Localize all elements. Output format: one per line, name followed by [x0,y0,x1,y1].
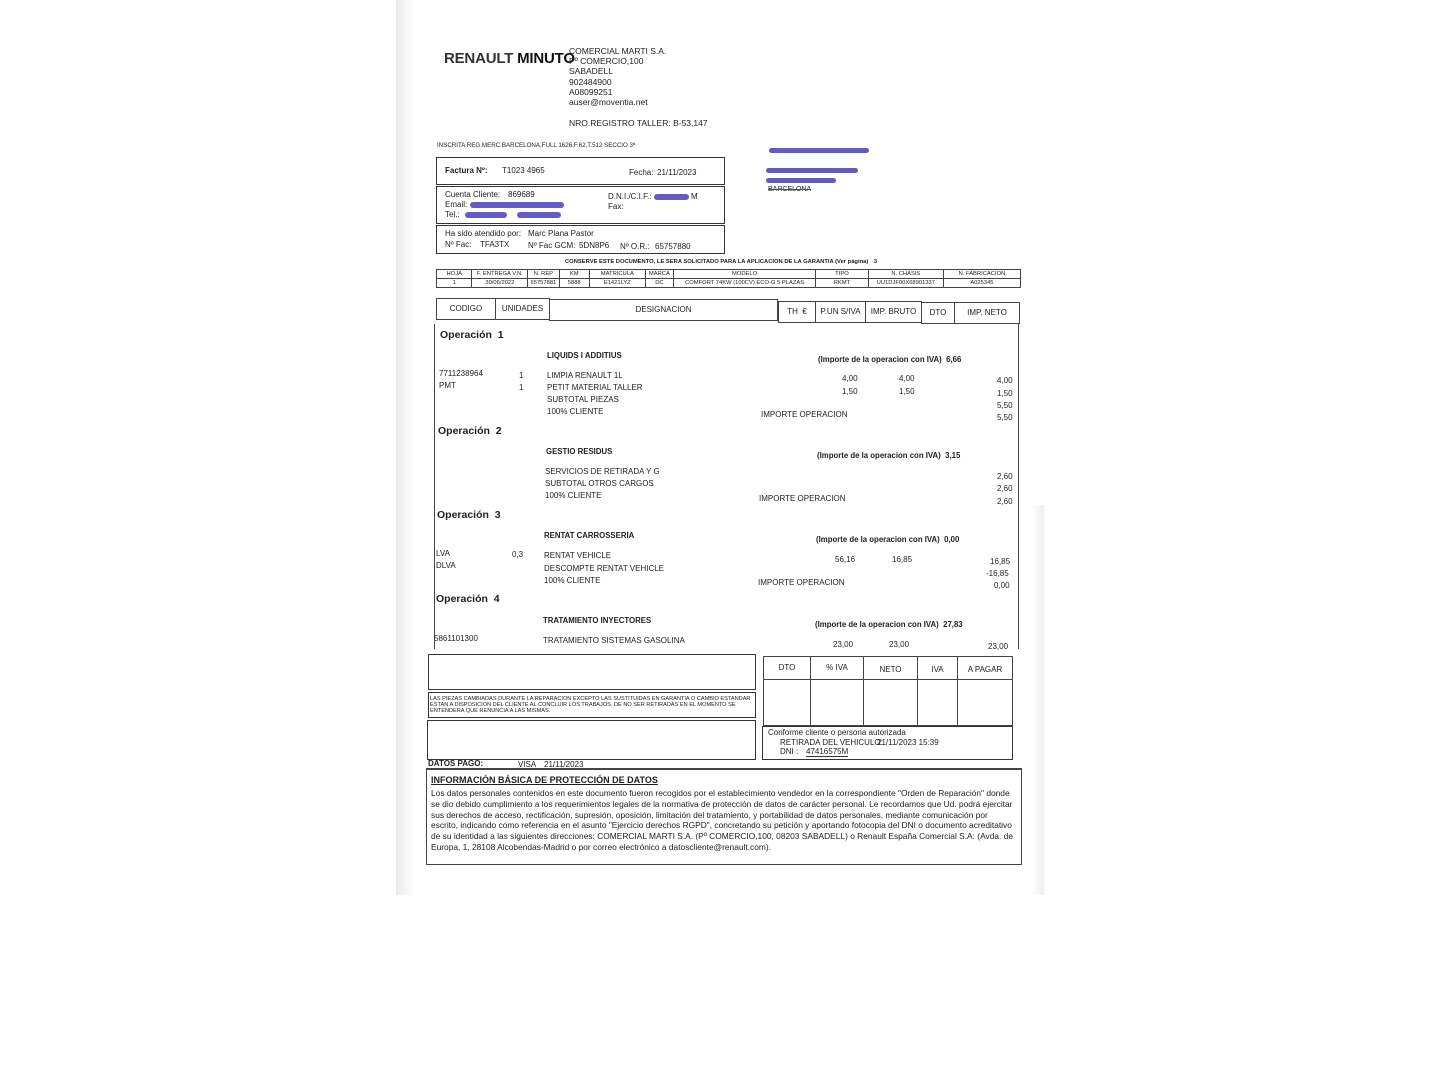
privacy-title: INFORMACIÓN BÁSICA DE PROTECCIÓN DE DATOS [431,775,658,785]
redacted-address-line [766,178,836,183]
line-neto: 2,60 [997,484,1013,493]
line-pun: 56,16 [835,555,856,564]
vehicle-cell: COMFORT 74KW (100CV) ECO-G 5 PLAZAS [674,279,816,288]
privacy-box [426,769,1022,865]
line-desc: PETIT MATERIAL TALLER [547,383,643,392]
conformity-dni-value: 47416575M [806,747,849,756]
conformity-line: Conforme cliente o persona autorizada [768,728,906,737]
importe-value: 6,66 [946,355,962,364]
vehicle-header-cell: N. REP [528,270,559,279]
vehicle-cell: DC [645,279,673,288]
payment-label: DATOS PAGO: [428,759,484,768]
line-pun: 1,50 [842,387,858,396]
line-code: LVA [436,549,450,558]
operation-title [438,425,502,437]
gcm-label: Nº Fac GCM: [528,241,576,250]
redacted-email [470,202,564,208]
operation-number: 1 [497,329,504,341]
conformity-box [762,726,1013,760]
line-bruto: 4,00 [899,374,915,383]
registro-taller: NRO.REGISTRO TALLER: B-53,147 [569,118,708,128]
importe-operacion-label: IMPORTE OPERACION [758,578,845,587]
importe-value: 27,83 [943,620,963,629]
vehicle-cell: RKMT [816,279,869,288]
operation-label: Operación [438,425,490,437]
totals-neto [864,657,918,725]
attended-label: Ha sido atendido por: [445,229,522,238]
operation-number: 3 [494,509,501,521]
company-line: COMERCIAL MARTI S.A. [569,46,667,56]
importe-label: (Importe de la operacion con IVA) [816,535,940,544]
line-desc: TRATAMIENTO SISTEMAS GASOLINA [543,636,685,645]
line-desc: 100% CLIENTE [544,576,601,585]
line-neto: -16,85 [986,569,1009,578]
line-bruto: 1,50 [899,387,915,396]
vehicle-header-cell: MATRICULA [589,270,645,279]
redacted-phone [465,212,507,218]
line-neto: 4,00 [997,376,1013,385]
attended-box [436,225,725,254]
vehicle-header-cell: TIPO [816,270,869,279]
operation-section: RENTAT CARROSSERIA [544,531,635,540]
payment-date: 21/11/2023 [544,760,584,769]
company-line: auser@moventia.net [569,96,648,107]
redacted-phone [517,212,561,218]
line-code: 5861101300 [434,634,478,643]
client-city: BARCELONA [768,186,812,193]
line-pun: 23,00 [833,640,854,649]
brand-part2: MINUTO [517,50,575,67]
totals-neto-label: NETO [879,665,902,674]
attended-value: Marc Plana Pastor [528,229,594,238]
conformity-dni-label: DNI : [780,747,799,756]
brand-logo [444,50,575,67]
operation-number: 4 [493,593,500,605]
line-units: 1 [519,383,524,392]
line-desc: LIMPIA RENAULT 1L [547,371,623,380]
company-line: Pº COMERCIO,100 [569,56,644,67]
fax-label: Fax: [608,202,624,211]
dni-label: D.N.I./C.I.F.: [608,192,652,201]
operation-importe [816,535,959,544]
operation-label: Operación [436,593,488,605]
line-neto: 1,50 [997,389,1013,398]
operation-title [437,509,501,521]
line-desc: SERVICIOS DE RETIRADA Y G [545,467,660,476]
totals-iva-label: IVA [931,665,944,674]
notice-text: CONSERVE ESTE DOCUMENTO, LE SERA SOLICITADO PARA LA APLICACION DE LA GARANTIA (Ver página) [565,259,869,265]
line-neto: 5,50 [997,401,1013,410]
totals-dto-label: DTO [778,663,796,672]
col-unidades: UNIDADES [495,298,550,320]
cuenta-value: 869689 [508,190,535,199]
fecha-label: Fecha: [629,168,654,177]
notes-box [428,654,756,690]
operation-number: 2 [495,425,502,437]
importe-operacion-label: IMPORTE OPERACION [759,494,846,503]
operation-label: Operación [440,329,492,341]
vehicle-cell: 1 [437,279,472,288]
vehicle-table-header [437,270,1021,279]
col-th [778,301,816,323]
line-units: 1 [519,371,524,380]
importe-value: 0,00 [944,535,960,544]
col-bruto: IMP. BRUTO [865,301,922,323]
line-neto: 2,60 [997,472,1013,481]
vehicle-header-cell: KM [559,270,589,279]
vehicle-cell: 65757881 [528,279,559,288]
line-bruto: 23,00 [889,640,910,649]
operation-importe [817,451,960,460]
line-desc: DESCOMPTE RENTAT VEHICLE [544,564,665,573]
vehicle-table [436,269,1021,288]
totals-dto [764,657,811,725]
importe-label: (Importe de la operacion con IVA) [818,355,942,364]
operation-section: TRATAMIENTO INYECTORES [543,616,652,625]
vehicle-table-row [437,279,1021,288]
gcm-value: 5DN8P6 [579,241,610,250]
col-neto: IMP. NETO [954,302,1020,324]
payment-method: VISA [518,760,537,769]
col-currency: € [802,307,807,316]
operation-section: LIQUIDS I ADDITIUS [547,351,622,360]
invoice-page [414,0,1040,895]
line-neto: 0,00 [994,581,1010,590]
col-dto: DTO [921,302,955,324]
vehicle-cell: A025345 [943,279,1020,288]
totals-iva-pct-label: % IVA [826,663,848,672]
totals-iva-pct [811,657,864,725]
company-line: A08099251 [569,86,613,97]
line-code: PMT [439,381,456,390]
vehicle-header-cell: N. CHASIS [868,270,943,279]
fecha-value: 21/11/2023 [657,168,697,177]
dni-suffix: M [691,192,698,201]
cuenta-label: Cuenta Cliente: [445,190,501,199]
vehicle-cell: UU1DJF00X68901337 [868,279,943,288]
line-pun: 4,00 [842,374,858,383]
factura-value: T1023 4965 [502,166,545,175]
nfac-label: Nº Fac: [445,240,472,249]
notice-page: 3 [873,259,878,265]
redacted-client-name [769,148,869,153]
line-code: 7711238964 [439,369,483,378]
line-desc: SUBTOTAL PIEZAS [547,395,619,404]
totals-a-pagar-label: A PAGAR [967,665,1003,674]
importe-label: (Importe de la operacion con IVA) [815,620,939,629]
line-code: DLVA [436,561,456,570]
totals-a-pagar [958,657,1012,725]
col-designacion: DESIGNACION [549,299,778,321]
company-line: 902484900 [569,76,612,87]
line-units: 0,3 [512,550,524,559]
guarantee-notice [565,259,877,265]
line-neto: 5,50 [997,413,1013,422]
or-label: Nº O.R.: [620,242,650,251]
col-th-label: TH [787,307,798,316]
vehicle-header-cell: HOJA [437,270,472,279]
importe-label: (Importe de la operacion con IVA) [817,451,941,460]
line-bruto: 16,85 [892,555,913,564]
line-neto: 16,85 [990,557,1011,566]
company-details [569,46,666,107]
privacy-body: Los datos personales contenidos en este documento fueron recogidos por el establecimiento vendedor en la correspondiente "Orden de Reparación" donde se dio debido cumplimiento a los requerimientos legales de la normativa de protección de datos de carácter personal. Le recordamos que Ud. podrá ejercitar sus derechos de acceso, rectificación, supresión, oposición, limitación del tratamiento, y portabilidad de datos personales, mediante comunicación por escrito, indicando como referencia en el asunto "Ejercicio derechos RGPD", concretando su petición y aportando fotocopia del DNI o documento acreditativo de su identidad a las siguientes direcciones: COMERCIAL MARTI S.A. (Pº COMERCIO,100, 08203 SABADELL) o Renault España Comercial S.A: (Avda. de Europa, 1, 28108 Alcobendas-Madrid o por correo electrónico a datoscliente@renault.com). [431,788,1013,852]
operation-importe [818,355,961,364]
operation-title [436,593,500,605]
redacted-address-line [766,168,858,173]
tel-label: Tel.: [445,210,460,219]
line-desc: SUBTOTAL OTROS CARGOS [545,479,654,488]
legal-note: LAS PIEZAS CAMBIADAS DURANTE LA REPARACION EXCEPTO LAS SUSTITUIDAS EN GARANTIA O CAMBIO ESTANDAR ESTAN A DISPOSICION DEL CLIENTE AL CONCLUIR LOS TRABAJOS. DE NO SER RETIRADAS EN EL MOMENTO SE ENTENDERA QUE RENUNCIA A LAS MISMAS. [430,696,751,715]
operation-title [440,329,504,341]
vehicle-cell: 30/06/2022 [472,279,528,288]
importe-value: 3,15 [945,451,961,460]
operation-section: GESTIO RESIDUS [546,447,613,456]
signature-box [427,720,756,760]
email-label: Email: [445,200,468,209]
vehicle-header-cell: F. ENTREGA V.N. [472,270,528,279]
totals-divider [764,679,1012,680]
totals-iva [918,657,958,725]
operation-label: Operación [437,509,489,521]
vehicle-header-cell: N. FABRICACION [943,270,1020,279]
scan-shadow-left [396,0,414,895]
or-value: 65757880 [655,242,691,251]
importe-operacion-label: IMPORTE OPERACION [761,410,848,419]
operation-importe [815,620,963,629]
nfac-value: TFA3TX [480,240,510,249]
invoice-number-box [436,157,725,185]
vehicle-header-cell: MODELO [674,270,816,279]
col-pun: P.UN S/IVA [815,301,866,323]
totals-grid [763,656,1013,726]
brand-part1: RENAULT [444,50,514,67]
vehicle-cell: 5888 [559,279,589,288]
line-neto: 23,00 [988,642,1009,651]
factura-label: Factura Nº: [445,166,488,175]
vehicle-header-cell: MARCA [645,270,673,279]
registry-inscription: INSCRITA REG.MERC.BARCELONA,FULL 1626,F.62,T.512 SECCIO 3ª [437,142,636,149]
line-desc: RENTAT VEHICLE [544,551,612,560]
col-codigo: CODIGO [436,298,496,320]
line-desc: 100% CLIENTE [547,407,604,416]
vehicle-cell: E1421LYZ [589,279,645,288]
redacted-dni [654,194,689,200]
line-neto: 2,60 [997,497,1013,506]
company-line: SABADELL [569,66,613,77]
retirada-value: 21/11/2023 15:39 [877,738,939,747]
line-desc: 100% CLIENTE [545,491,602,500]
customer-box [436,186,725,224]
retirada-label: RETIRADA DEL VEHICULO: [780,738,883,747]
